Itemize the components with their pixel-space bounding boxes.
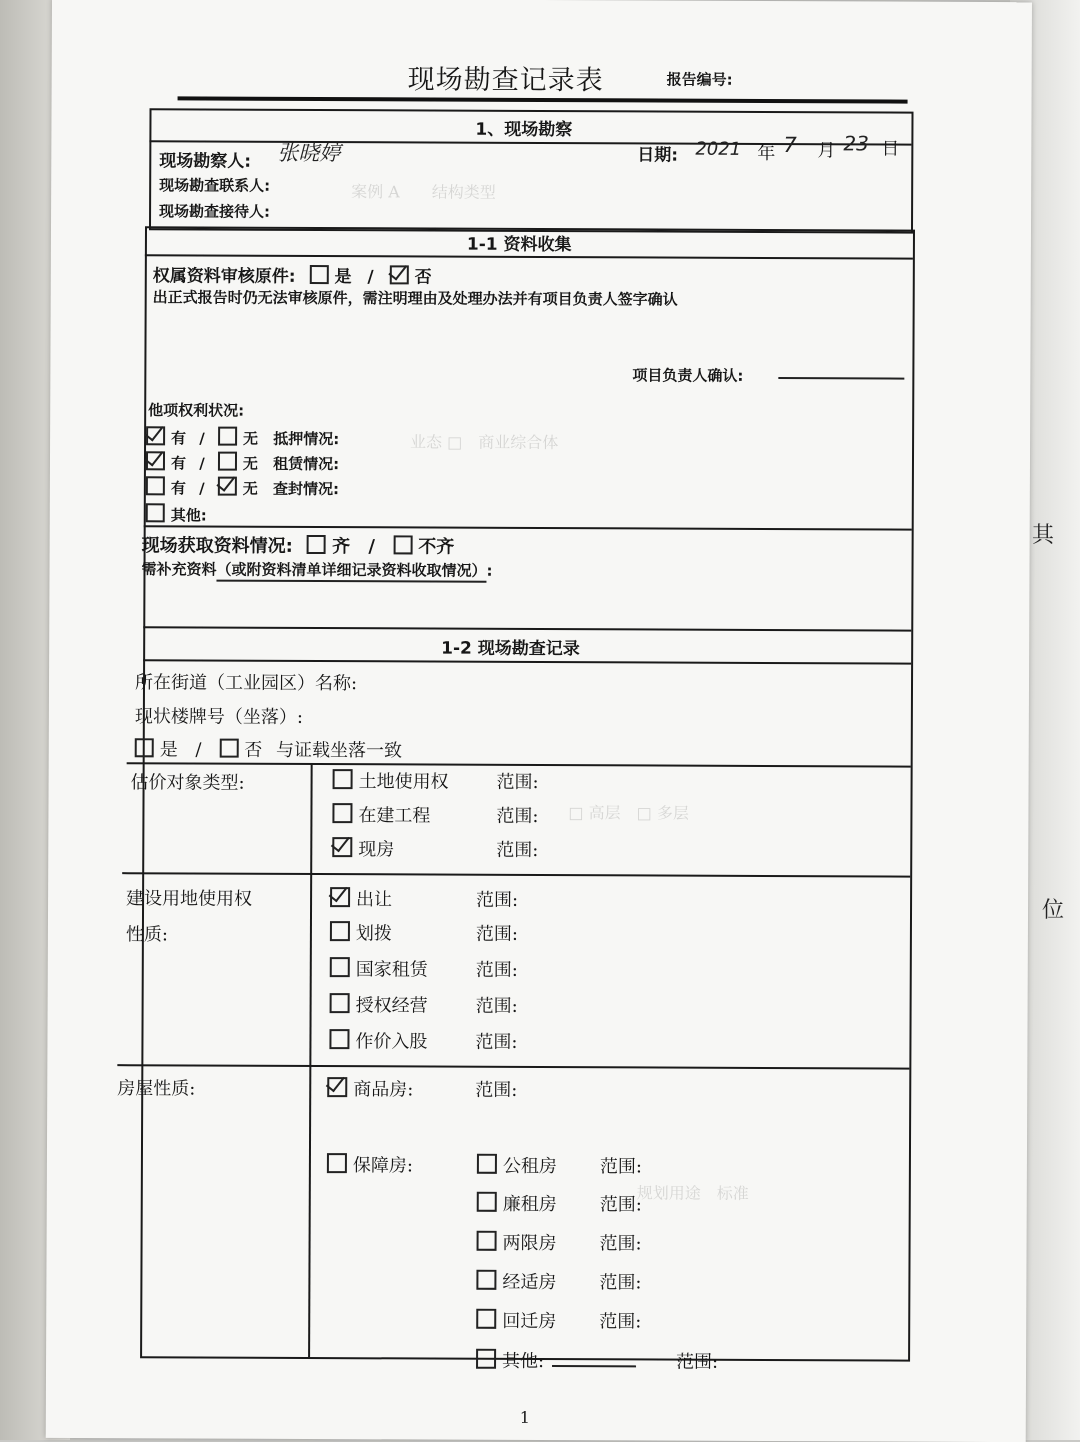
others-checkbox[interactable] (146, 503, 165, 522)
ownership-note: 出正式报告时仍无法审核原件，需注明理由及处理办法并有项目负责人签字确认 (152, 288, 678, 309)
site-material-label: 现场获取资料情况: (141, 535, 293, 557)
other-label: 其他: (502, 1350, 545, 1373)
relocation-label: 回迁房 (502, 1310, 557, 1333)
record-heading: 1-2 现场勘查记录 (441, 638, 580, 660)
public-rental-label: 公租房 (502, 1155, 557, 1178)
yes-label: 是 (159, 739, 178, 761)
seizure-row (146, 476, 339, 499)
scope-label: 范围: (599, 1156, 643, 1178)
street-label: 所在街道（工业园区）名称: (134, 672, 358, 695)
public-rental-checkbox[interactable] (477, 1154, 497, 1174)
ownership-yes-label: 是 (334, 267, 352, 288)
supplement-label: 需补充资料 (141, 560, 217, 579)
none-label: 无 (243, 429, 259, 448)
scope-label: 范围: (496, 771, 539, 793)
others-label: 其他: (170, 506, 207, 525)
affordable-row (327, 1151, 413, 1177)
economic-checkbox[interactable] (476, 1270, 496, 1290)
ownership-row (153, 261, 432, 287)
inspector-signature: 张晓婷 (277, 140, 341, 166)
complete-checkbox[interactable] (307, 535, 326, 554)
slash: / (199, 479, 205, 498)
commercial-label: 商品房: (353, 1079, 414, 1101)
house-nature-label: 房屋性质: (117, 1078, 196, 1100)
under-construction-checkbox[interactable] (332, 803, 352, 823)
mortgage-have-checkbox[interactable] (146, 426, 165, 445)
edge-text-mid: 位 (1042, 898, 1065, 923)
scope-label: 范围: (475, 959, 518, 981)
affordable-checkbox[interactable] (327, 1153, 347, 1173)
consistent-no-checkbox[interactable] (219, 739, 238, 758)
land-nature-label-1: 建设用地使用权 (126, 888, 253, 910)
transfer-checkbox[interactable] (330, 887, 350, 907)
low-rent-checkbox[interactable] (477, 1192, 497, 1212)
authorized-label: 授权经营 (355, 995, 428, 1017)
under-construction-label: 在建工程 (358, 805, 431, 827)
allocation-label: 划拨 (355, 923, 392, 945)
scope-label: 范围: (599, 1194, 642, 1216)
none-label: 无 (242, 479, 258, 498)
have-label: 有 (170, 454, 187, 473)
object-existing-row (332, 835, 394, 861)
share-checkbox[interactable] (329, 1029, 349, 1049)
site-material-row (142, 531, 455, 558)
slash: / (367, 267, 374, 288)
others-row (146, 503, 207, 525)
ownership-no-checkbox[interactable] (390, 265, 409, 284)
ownership-no-label: 否 (414, 267, 432, 288)
authorized-row (330, 991, 428, 1017)
two-limit-checkbox[interactable] (477, 1231, 497, 1251)
scope-label: 范围: (599, 1272, 642, 1294)
seizure-none-checkbox[interactable] (218, 477, 237, 496)
seizure-have-checkbox[interactable] (146, 476, 165, 495)
low-rent-row (477, 1190, 557, 1216)
allocation-row (330, 919, 392, 945)
scope-label: 范围: (475, 995, 518, 1017)
commercial-row (327, 1075, 413, 1101)
slash: / (199, 429, 205, 448)
have-label: 有 (171, 429, 187, 448)
slash: / (368, 536, 376, 558)
lease-none-checkbox[interactable] (218, 452, 237, 471)
scope-label: 范围: (475, 923, 519, 945)
scope-label: 范围: (496, 805, 539, 827)
collect-heading: 1-1 资料收集 (466, 234, 572, 256)
incomplete-label: 不齐 (418, 536, 455, 558)
scope-label: 范围: (676, 1351, 719, 1373)
scope-label: 范围: (496, 839, 539, 861)
have-label: 有 (170, 479, 186, 498)
contact-label: 现场勘查联系人: (159, 176, 271, 195)
consistency-row: 是 / 否 与证载坐落一致 (135, 735, 402, 762)
document-page: 案例 A 结构类型 业态 □ 商业综合体 □ 高层 □ 多层 规划用途 标准 现场勘查记录表 报告编号: 1、现场勘察 现场勘察人: 张晓婷 现场勘查联系人: 现场勘查接待人: 日期: 2021 年 7 月 23 日 1-1 资料收集 权属资料审核原件: 是 / 否 出正式报告时仍无法审核原件，需注明理由及处理办法并有项目负责人签字确认 项目负责人确认: 他项权利状况: 有 / 无 抵押情况: 有 / 无 租赁情况: 有 / 无 查封情况: 其他: 现场获取资料情况: 齐 / 不齐 需补充资料（或附资料清单详细记录资料收取情况）: 1-2 现场勘查记录 所在街道（工业园区）名称: 现状楼牌号（坐落）: 是 / 否 与证载坐落一致 估价对象类型: 土地使用权 范围: 在建工程 范围: 现房 范围: 建设用地使用权 性质: 出让 范围: 划拨 范围: 国家租赁 范围: 授权经营 范围: 作价入股 范围: 房屋性质: 商品房: 范围: 保障房: 公租房 范围: 廉租房 范围: 两限房 范围: 经适房 范围: 回迁房 范围: 其他: 范围: 1 (46, 0, 1032, 1442)
scope-label: 范围: (476, 889, 519, 911)
ownership-yes-checkbox[interactable] (309, 265, 328, 284)
authorized-checkbox[interactable] (330, 993, 350, 1013)
month-label: 月 (817, 140, 836, 162)
state-lease-label: 国家租赁 (355, 959, 428, 981)
form-title: 现场勘查记录表 (407, 64, 604, 97)
lease-row (146, 451, 339, 474)
scope-label: 范围: (599, 1233, 642, 1255)
lease-label: 租赁情况: (273, 454, 340, 474)
manager-confirm-label: 项目负责人确认: (632, 366, 744, 385)
relocation-checkbox[interactable] (476, 1309, 496, 1329)
relocation-row (476, 1307, 556, 1333)
land-use-right-label: 土地使用权 (358, 771, 449, 793)
consistent-yes-checkbox[interactable] (135, 738, 154, 757)
economic-row (476, 1268, 556, 1294)
public-rental-row (477, 1152, 557, 1178)
mortgage-label: 抵押情况: (273, 429, 340, 449)
other-row (476, 1347, 636, 1374)
inspector-label: 现场勘察人: (159, 151, 252, 172)
commercial-checkbox[interactable] (327, 1077, 347, 1097)
object-land-row (333, 767, 449, 794)
edge-text-top: 其 (1032, 523, 1055, 548)
supplement-row (141, 558, 492, 583)
state-lease-checkbox[interactable] (330, 957, 350, 977)
section-1-heading: 1、现场勘察 (475, 119, 573, 141)
transfer-row (330, 885, 392, 911)
lease-have-checkbox[interactable] (146, 451, 165, 470)
complete-label: 齐 (332, 536, 351, 558)
existing-house-label: 现房 (358, 839, 395, 861)
object-construction-row (332, 801, 430, 827)
share-label: 作价入股 (355, 1031, 428, 1053)
other-rights-label: 他项权利状况: (148, 401, 245, 420)
no-label: 否 (244, 739, 263, 761)
other-blank-line (552, 1365, 636, 1367)
receiver-label: 现场勘查接待人: (159, 202, 271, 221)
transfer-label: 出让 (356, 889, 393, 911)
mortgage-none-checkbox[interactable] (218, 427, 237, 446)
incomplete-checkbox[interactable] (393, 535, 412, 554)
two-limit-row (477, 1229, 557, 1255)
none-label: 无 (242, 454, 258, 473)
scope-label: 范围: (599, 1311, 642, 1333)
colon: : (486, 561, 493, 580)
scope-label: 范围: (475, 1031, 518, 1053)
date-year: 2021 (695, 138, 742, 160)
land-use-right-checkbox[interactable] (333, 769, 353, 789)
share-row (329, 1027, 427, 1053)
object-type-label: 估价对象类型: (130, 772, 245, 794)
date-month: 7 (783, 133, 797, 158)
scope-label: 范围: (475, 1079, 518, 1101)
allocation-checkbox[interactable] (330, 921, 350, 941)
two-limit-label: 两限房 (502, 1232, 557, 1255)
year-label: 年 (757, 142, 776, 165)
low-rent-label: 廉租房 (502, 1193, 557, 1216)
report-number-label: 报告编号: (666, 70, 733, 89)
other-checkbox[interactable] (476, 1349, 496, 1369)
seizure-label: 查封情况: (273, 479, 340, 499)
slash: / (199, 454, 205, 473)
title-rule (178, 96, 908, 103)
date-day: 23 (843, 131, 869, 156)
economic-label: 经适房 (502, 1271, 557, 1294)
consistent-label: 与证载坐落一致 (275, 739, 403, 762)
page-number: 1 (519, 1407, 531, 1427)
affordable-label: 保障房: (352, 1155, 414, 1177)
mortgage-row (146, 426, 339, 449)
date-label: 日期: (637, 145, 679, 166)
state-lease-row (330, 955, 428, 981)
ownership-label: 权属资料审核原件: (152, 266, 296, 287)
supplement-note: （或附资料清单详细记录资料收取情况） (216, 559, 486, 583)
existing-house-checkbox[interactable] (332, 837, 352, 857)
land-nature-label-2: 性质: (125, 924, 169, 946)
day-label: 日 (881, 138, 900, 160)
building-no-label: 现状楼牌号（坐落）: (134, 706, 303, 728)
